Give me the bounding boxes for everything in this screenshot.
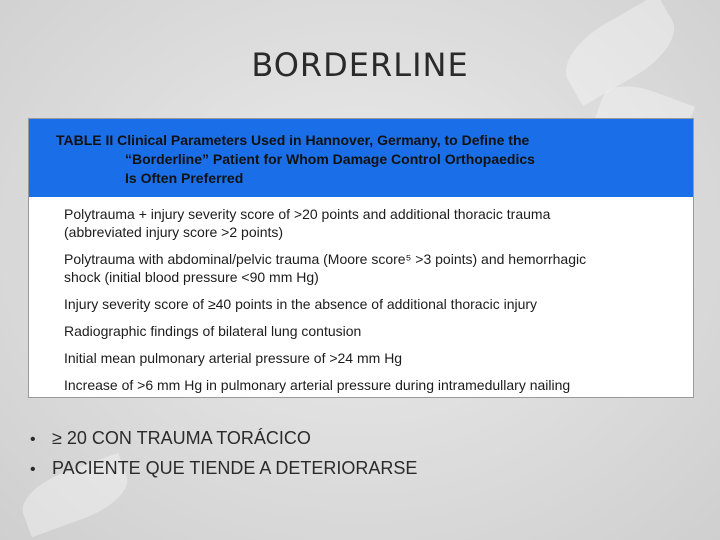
list-item (30, 428, 690, 458)
table-row-text: Initial mean pulmonary arterial pressure of >24 mm Hg (64, 350, 403, 366)
bullet-icon: • (30, 431, 36, 448)
table-row (64, 347, 673, 374)
list-item (30, 458, 690, 488)
bullet-text: ≥ 20 CON TRAUMA TORÁCICO (52, 428, 311, 448)
bullet-icon: • (30, 461, 36, 478)
table-row-text: Injury severity score of ≥40 points in the absence of additional thoracic injury (64, 296, 538, 312)
bullet-text: PACIENTE QUE TIENDE A DETERIORARSE (52, 458, 418, 478)
table-row-text: Polytrauma with abdominal/pelvic trauma (Moore score⁵ >3 points) and hemorrhagic (64, 251, 587, 267)
table-caption-line: TABLE II Clinical Parameters Used in Hannover, Germany, to Define the (56, 132, 530, 148)
table-row (64, 320, 673, 347)
table-row-text: Polytrauma + injury severity score of >20 points and additional thoracic trauma (64, 206, 551, 222)
table-row (64, 248, 673, 293)
bullet-list (30, 428, 690, 488)
table-row-text: shock (initial blood pressure <90 mm Hg) (64, 269, 319, 285)
table-row-text: Increase of >6 mm Hg in pulmonary arterial pressure during intramedullary nailing (64, 377, 571, 393)
table-caption-line: Is Often Preferred (125, 170, 244, 186)
clinical-parameters-table (28, 118, 694, 398)
table-caption-line: “Borderline” Patient for Whom Damage Control Orthopaedics (125, 151, 535, 167)
page-title: BORDERLINE (251, 46, 469, 84)
table-row-text: Radiographic findings of bilateral lung contusion (64, 323, 362, 339)
table-row (64, 374, 673, 401)
table-row (64, 203, 673, 248)
table-row (64, 293, 673, 320)
table-body (29, 197, 693, 401)
table-header (29, 119, 693, 197)
table-row-text: (abbreviated injury score >2 points) (64, 224, 284, 240)
